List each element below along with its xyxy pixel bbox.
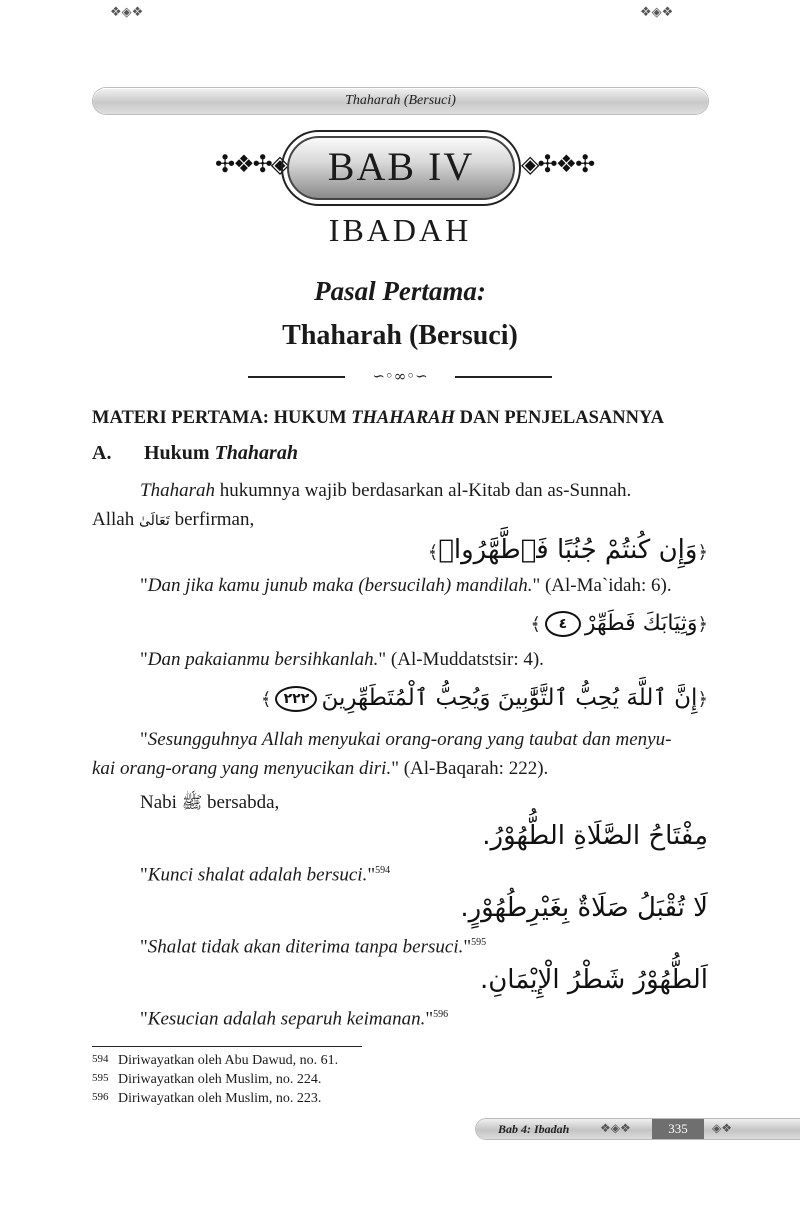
paragraph-line: Thaharah hukumnya wajib berdasarkan al-Kitab dan as-Sunnah. xyxy=(140,480,632,501)
hadith-3-translation: "Kesucian adalah separuh keimanan."$^{596}$ xyxy=(140,1008,449,1030)
verse-bracket-close: ﴾ xyxy=(530,614,541,635)
subheading-a-label: A. xyxy=(92,442,112,464)
running-header-title: Thaharah (Bersuci) xyxy=(345,93,456,108)
divider-ornament: ∽◦∞◦∽ xyxy=(345,366,455,386)
verse-bracket-close: ﴾ xyxy=(427,542,439,563)
verse-bracket-open: ﴿ xyxy=(697,689,708,710)
hadith-2-translation: "Shalat tidak akan diterima tanpa bersuci."$^{595}$ xyxy=(140,936,487,958)
header-ornament-right: ❖◈❖ xyxy=(640,5,674,20)
quran-verse-1: ﴿وَإِن كُنتُمْ جُنُبًا فَٱطَّهَّرُوا۟﴾ xyxy=(427,535,708,565)
quran-verse-2: ﴿وَثِيَابَكَ فَطَهِّرْ٤﴾ xyxy=(530,611,708,636)
quran-verse-3: ﴿إِنَّ ٱللَّهَ يُحِبُّ ٱلتَّوَّٰبِينَ وَيُحِبُّ ٱلْمُتَطَهِّرِينَ٢٢٢﴾ xyxy=(260,685,708,711)
verse-2-translation: "Dan pakaianmu bersihkanlah." (Al-Muddatstsir: 4). xyxy=(140,649,544,670)
page-number: 335 xyxy=(652,1119,704,1139)
paragraph-line: Allah تَعَالَىٰ berfirman, xyxy=(92,509,255,530)
hadith-2-arabic: لَا تُقْبَلُ صَلَاةٌ بِغَيْرِطُهُوْرٍ. xyxy=(460,893,708,923)
footnote: 595 Diriwayatkan oleh Muslim, no. 224. xyxy=(92,1072,322,1087)
footer-ornament: ❖◈❖ xyxy=(600,1121,631,1135)
chapter-label: BAB IV xyxy=(327,144,475,189)
hadith-intro: Nabi ﷺ bersabda, xyxy=(140,792,280,813)
verse-bracket-open: ﴿ xyxy=(697,614,708,635)
chapter-title: IBADAH xyxy=(328,212,472,248)
section-pasal: Pasal Pertama: xyxy=(314,276,486,306)
footnote-ref[interactable]: 596 xyxy=(433,1009,449,1020)
footnote-ref[interactable]: 595 xyxy=(471,937,487,948)
ayah-number: ٤ xyxy=(545,611,581,637)
section-subtitle: Thaharah (Bersuci) xyxy=(282,320,518,351)
header-ornament-left: ❖◈❖ xyxy=(110,5,144,20)
materi-heading: MATERI PERTAMA: HUKUM THAHARAH DAN PENJELASANNYA xyxy=(92,408,665,428)
hadith-1-arabic: مِفْتَاحُ الصَّلَاةِ الطُّهُوْرُ. xyxy=(482,821,708,851)
verse-3-translation-line-1: "Sesungguhnya Allah menyukai orang-orang yang taubat dan menyu- xyxy=(140,729,672,750)
verse-1-translation: "Dan jika kamu junub maka (bersucilah) mandilah." (Al-Ma`idah: 6). xyxy=(140,575,672,596)
footnote-separator xyxy=(92,1046,362,1047)
verse-3-translation-line-2: kai orang-orang yang menyucikan diri." (Al-Baqarah: 222). xyxy=(92,758,549,779)
hadith-3-arabic: اَلطُّهُوْرُ شَطْرُ الْإِيْمَانِ. xyxy=(479,965,708,995)
verse-bracket-open: ﴿ xyxy=(697,542,708,563)
chapter-ornament-left: ✣❖✣◈ xyxy=(215,150,288,178)
chapter-banner xyxy=(215,132,594,204)
subheading-a: A. Hukum Thaharah xyxy=(92,442,298,464)
footnote: 594 Diriwayatkan oleh Abu Dawud, no. 61. xyxy=(92,1053,339,1068)
footer-chapter-title: Bab 4: Ibadah xyxy=(498,1122,570,1136)
footnote: 596 Diriwayatkan oleh Muslim, no. 223. xyxy=(92,1091,322,1106)
verse-bracket-close: ﴾ xyxy=(260,689,272,710)
footer-ornament-right: ◈❖ xyxy=(712,1121,732,1135)
footnote-ref[interactable]: 594 xyxy=(375,865,391,876)
hadith-1-translation: "Kunci shalat adalah bersuci."$^{594}$ xyxy=(140,864,391,886)
ayah-number: ٢٢٢ xyxy=(275,686,317,712)
chapter-ornament-right: ◈✣❖✣ xyxy=(521,150,594,178)
